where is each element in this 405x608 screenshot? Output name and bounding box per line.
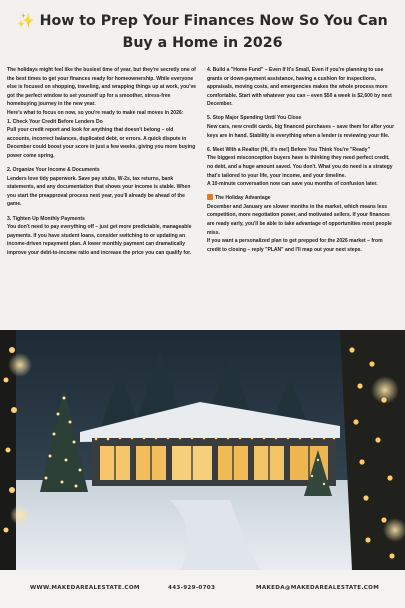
title-text-1: How to Prep Your Finances Now So You Can <box>39 13 388 29</box>
winter-house-illustration <box>0 330 405 570</box>
sparkles-icon: ✨ <box>17 13 35 29</box>
section-5-title: 5. Stop Major Spending Until You Close <box>207 115 302 122</box>
page-title <box>14 10 391 54</box>
section-1-body: Pull your credit report and look for anything that doesn't belong – old accounts, incorrect balances, duplicated debt, or errors. A quick dispute in December could boost your score in just a few weeks, giving you more buying power come spring. <box>7 127 196 159</box>
section-7-title <box>207 194 397 203</box>
section-3-title: 3. Tighten Up Monthly Payments <box>7 215 85 222</box>
footer <box>0 570 405 608</box>
email-link[interactable]: MAKEDA@MAKEDAREALESTATE.COM <box>256 585 380 591</box>
intro-paragraph: The holidays might feel like the busiest time of year, but they're secretly one of the best times to get your finances ready for homeownership. While everyone else is focused on shopping, traveling, and wrapping things up at work, you've got the perfect window to set yourself up for a smoother, stress-free homebuying journey in the new year. <box>7 67 197 108</box>
lead-paragraph: Here's what to focus on now, so you're ready to make real moves in 2026: <box>7 109 184 116</box>
section-6-note: A 10-minute conversation now can save you months of confusion later. <box>207 181 378 188</box>
left-column <box>7 66 198 257</box>
section-1-title: 1. Check Your Credit Before Lenders Do <box>7 118 103 125</box>
section-5-body: New cars, new credit cards, big financed purchases – save them for after your keys are in hand. Stability is everything when a lender is reviewing your file. <box>207 124 395 139</box>
right-column <box>207 66 397 254</box>
title-line-2: Buy a Home in 2026 <box>122 35 283 51</box>
title-line-1 <box>14 10 391 32</box>
section-6-title: 6. Meet With a Realtor (Hi, it's me!) Before You Think You're "Ready" <box>207 146 370 153</box>
section-4-paragraph: 4. Build a "Home Fund" – Even If It's Small, Even if you're planning to use grants or down-payment assistance, having a cushion for inspections, appraisals, moving costs, and emergencies makes the whole process more comfortable. Start with whatever you can – even $50 a week is $2,600 by next December. <box>207 67 392 108</box>
section-3-body: You don't need to pay everything off – just get more predictable, manageable payments. If you have student loans, consider switching to or updating an income-driven repayment plan. A lower monthly payment can dramatically improve your debt-to-income ratio and increase the price you can qualify for. <box>7 224 192 256</box>
website-link[interactable]: WWW.MAKEDAREALESTATE.COM <box>30 585 140 591</box>
winter-house-photo <box>0 330 405 570</box>
calendar-icon <box>207 194 213 200</box>
section-7-title-text: The Holiday Advantage <box>215 195 271 202</box>
phone-number[interactable]: 443-929-0703 <box>168 585 216 591</box>
section-2-title: 2. Organize Your Income & Documents <box>7 167 100 174</box>
section-7-cta: If you want a personalized plan to get prepped for the 2026 market – from credit to closing – reply "PLAN" and I'll map out your next steps. <box>207 238 383 253</box>
section-2-body: Lenders love tidy paperwork. Save pay stubs, W-2s, tax returns, bank statements, and any documentation that shows your income is stable. When you start the preapproval process next year, you'll already be ahead of the game. <box>7 175 191 208</box>
section-6-body: The biggest misconception buyers have is thinking they need perfect credit, no debt, and a huge amount saved. You don't. What you do need is a strategy that's tailored to your life, your income, and your timeline. <box>207 155 393 179</box>
section-7-body: December and January are slower months in the market, which means less competition, more negotiation power, and motivated sellers. If your finances are ready early, you'll be able to take advantage of opportunities most people miss. <box>207 203 392 236</box>
